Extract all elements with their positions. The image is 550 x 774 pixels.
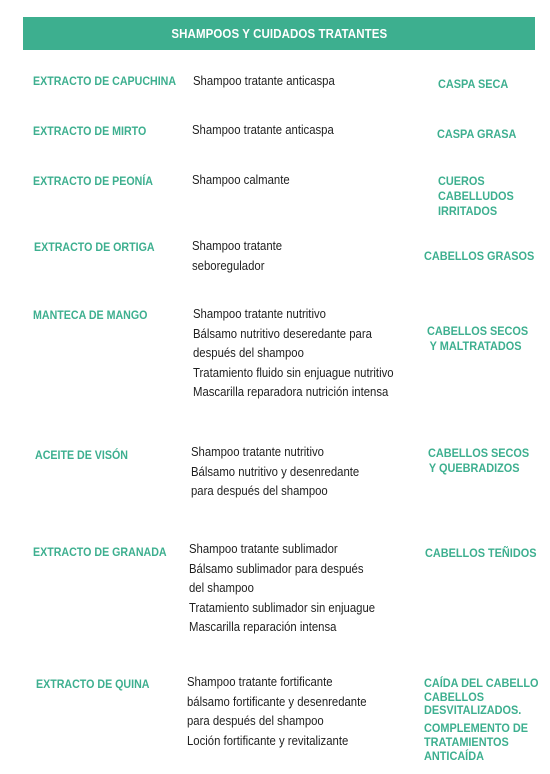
product-list [189, 540, 375, 638]
ingredient-name: EXTRACTO DE MIRTO [33, 124, 147, 138]
target-line: CAÍDA DEL CABELLO [424, 676, 539, 690]
ingredient-name: EXTRACTO DE QUINA [36, 677, 150, 691]
product-list [193, 305, 394, 403]
ingredient-name: MANTECA DE MANGO [33, 308, 148, 322]
target-line: Y MALTRATADOS [429, 339, 522, 353]
target-line: CABELLUDOS [438, 189, 514, 203]
target-concern [424, 249, 534, 264]
product-item: Tratamiento sublimador sin enjuague [189, 600, 376, 615]
product-list [192, 121, 334, 141]
product-item: Shampoo tratante [192, 239, 283, 253]
product-list [192, 171, 290, 191]
ingredient-name: EXTRACTO DE CAPUCHINA [33, 74, 177, 88]
ingredient-name: EXTRACTO DE GRANADA [33, 545, 167, 559]
target-line: DESVITALIZADOS. [424, 703, 522, 718]
product-item: del shampoo [189, 581, 254, 595]
target-line: IRRITADOS [438, 204, 498, 218]
product-item: Mascarilla reparación intensa [189, 620, 337, 634]
target-line: ANTICAÍDA [424, 748, 484, 763]
product-item: Shampoo tratante nutritivo [193, 307, 326, 321]
target-line: CABELLOS [424, 689, 484, 704]
product-item: Tratamiento fluido sin enjuague nutritivo [193, 365, 394, 380]
section-header-bar [23, 17, 535, 50]
section-title: SHAMPOOS Y CUIDADOS TRATANTES [171, 26, 387, 41]
target-line: Y QUEBRADIZOS [428, 461, 520, 475]
target-line: CABELLOS SECOS [428, 446, 530, 460]
target-concern [438, 174, 514, 219]
product-item: Shampoo calmante [192, 173, 290, 187]
target-line: CUEROS [438, 174, 485, 188]
target-concern [424, 677, 538, 763]
product-item: después del shampoo [193, 346, 304, 360]
product-item: Bálsamo nutritivo y desenredante [191, 464, 360, 479]
product-item: Mascarilla reparadora nutrición intensa [193, 385, 389, 399]
target-line: CABELLOS TEÑIDOS [425, 546, 537, 560]
target-line: TRATAMIENTOS [424, 734, 509, 749]
target-line: CASPA GRASA [437, 127, 517, 141]
product-item: Shampoo tratante sublimador [189, 542, 338, 556]
target-line: CABELLOS GRASOS [424, 249, 535, 263]
product-item: Shampoo tratante nutritivo [191, 445, 324, 459]
product-item: para después del shampoo [187, 714, 324, 728]
product-item: Loción fortificante y revitalizante [187, 733, 349, 748]
target-concern [425, 546, 536, 561]
target-concern [427, 324, 528, 354]
target-line: CABELLOS SECOS [427, 324, 529, 338]
target-concern [437, 127, 516, 142]
product-item: Bálsamo sublimador para después [189, 561, 364, 576]
product-list [193, 72, 335, 92]
product-list [187, 673, 367, 751]
target-line: COMPLEMENTO DE [424, 721, 529, 736]
product-item: seboregulador [192, 258, 265, 273]
product-list [192, 237, 282, 276]
product-item: para después del shampoo [191, 484, 328, 498]
target-concern [428, 446, 529, 476]
target-line: CASPA SECA [438, 77, 509, 91]
ingredient-name: EXTRACTO DE PEONÍA [33, 174, 153, 188]
product-list [191, 443, 359, 502]
target-concern [438, 77, 508, 92]
product-item: Shampoo tratante anticaspa [193, 74, 335, 88]
ingredient-name: ACEITE DE VISÓN [35, 448, 128, 462]
ingredient-name: EXTRACTO DE ORTIGA [34, 240, 155, 254]
product-item: Shampoo tratante fortificante [187, 675, 333, 689]
product-item: bálsamo fortificante y desenredante [187, 694, 367, 709]
product-item: Shampoo tratante anticaspa [192, 123, 334, 137]
product-item: Bálsamo nutritivo deseredante para [193, 326, 372, 341]
